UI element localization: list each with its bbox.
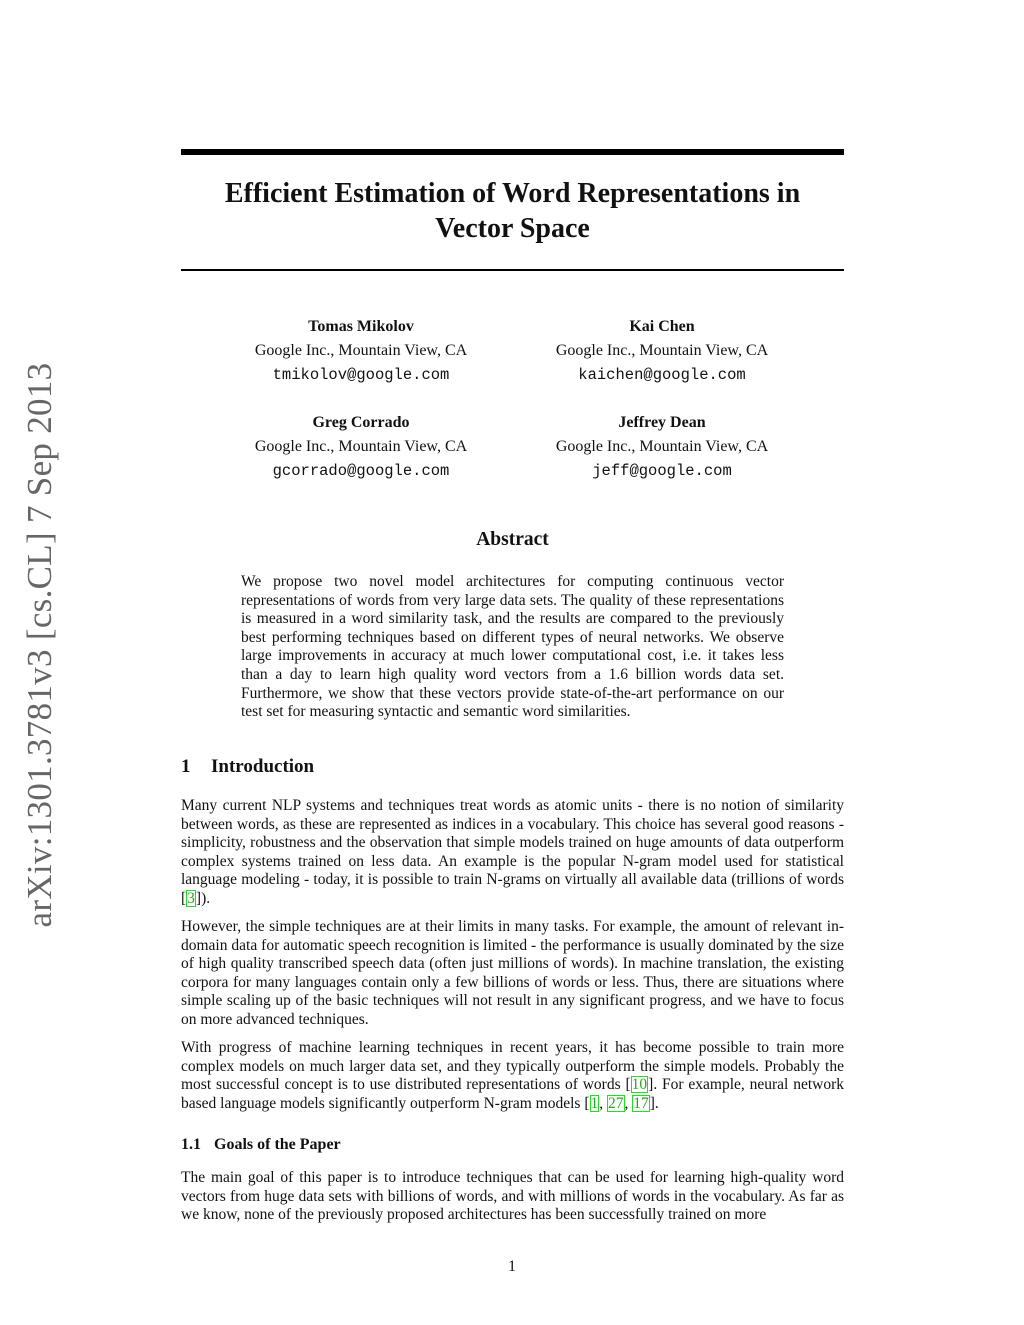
author-email: tmikolov@google.com [272,366,450,384]
citation-link[interactable]: 3 [187,889,195,907]
section-heading-introduction [181,756,314,778]
author-email: kaichen@google.com [578,366,746,384]
subsection-title: Goals of the Paper [214,1136,341,1153]
paragraph-text: . [654,1094,659,1112]
author-affiliation: Google Inc., Mountain View, CA [254,438,468,455]
author-email: jeff@google.com [592,462,732,480]
author-name: Kai Chen [629,318,695,335]
citation-link[interactable]: 17 [633,1094,649,1112]
title-line-2: Vector Space [435,213,590,244]
intro-paragraph-2: However, the simple techniques are at their limits in many tasks. For example, the amount of relevant in-domain data for automatic speech recognition is limited - the performance is usually dominated by the size of high quality transcribed speech data (often just millions of words). In machine translation, the existing corpora for many languages contain only a few billions of words or less. Thus, there are situations where simple scaling up of the basic techniques will not result in any significant progress, and we have to focus on more advanced techniques. [181,918,844,1028]
title-top-rule [181,149,844,155]
intro-paragraph-1: Many current NLP systems and techniques treat words as atomic units - there is no notion of similarity between words, as these are represented as indices in a vocabulary. This choice has several good reasons - simplicity, robustness and the observation that simple models trained on huge amounts of data outperform complex systems trained on less data. An example is the popular N-gram model used for statistical language modeling - today, it is possible to train N-grams on virtually all available data (trillions of words [3]). [181,797,844,907]
subsection-heading-goals [181,1136,341,1154]
section-title: Introduction [211,756,315,777]
subsection-number: 1.1 [181,1136,201,1153]
abstract-text: We propose two novel model architectures for computing continuous vector representations of words from very large data sets. The quality of these representations is measured in a word similarity task, and the results are compared to the previously best performing techniques based on different types of neural networks. We observe large improvements in accuracy at much lower computational cost, i.e. it takes less than a day to learn high quality word vectors from a 1.6 billion words data set. Furthermore, we show that these vectors provide state-of-the-art performance on our test set for measuring syntactic and semantic word similarities. [241,573,784,721]
goals-paragraph: The main goal of this paper is to introduce techniques that can be used for learning high-quality word vectors from huge data sets with billions of words, and with millions of words in the vocabulary. As far as we know, none of the previously proposed architectures has been successfully trained on more [181,1169,844,1224]
arxiv-identifier-stamp: arXiv:1301.3781v3 [cs.CL] 7 Sep 2013 [20,362,59,928]
author-affiliation: Google Inc., Mountain View, CA [254,342,468,359]
title-line-1: Efficient Estimation of Word Representations in [224,178,801,209]
author-affiliation: Google Inc., Mountain View, CA [555,438,769,455]
paragraph-text: . For example, neural network based language models significantly outperform N-gram models [181,1076,844,1112]
citation-link[interactable]: 10 [631,1076,648,1094]
author-block [502,411,822,483]
paragraph-text: ). [201,889,211,907]
citation-link[interactable]: 1 [590,1094,599,1112]
page-number: 1 [508,1258,516,1275]
title-bottom-rule [181,269,844,271]
author-name: Tomas Mikolov [308,318,414,335]
author-block [201,315,521,387]
intro-paragraph-3: With progress of machine learning techniques in recent years, it has become possible to train more complex models on much larger data set, and they typically outperform the simple models. Probably the most successful concept is to use distributed representations of words [10]. For example, neural network based language models significantly outperform N-gram models [1, 27, 17]. [181,1039,844,1112]
author-name: Greg Corrado [312,414,410,431]
section-number: 1 [181,756,191,777]
abstract-heading: Abstract [476,529,549,550]
author-block [201,411,521,483]
paragraph-text: With progress of machine learning techniques in recent years, it has become possible to train more complex models on much larger data set, and they typically outperform the simple models. Probably the most successful concept is to use distributed representations of words [181,1039,844,1094]
author-block [502,315,822,387]
paper-title [181,176,844,246]
paragraph-text: Many current NLP systems and techniques treat words as atomic units - there is no notion of similarity between words, as these are represented as indices in a vocabulary. This choice has several good reasons - simplicity, robustness and the observation that simple models trained on huge amounts of data outperform complex systems trained on less data. An example is the popular N-gram model used for statistical language modeling - today, it is possible to train N-grams on virtually all available data (trillions of words [181,797,844,889]
author-email: gcorrado@google.com [272,462,450,480]
author-name: Jeffrey Dean [618,414,706,431]
author-affiliation: Google Inc., Mountain View, CA [555,342,769,359]
citation-link[interactable]: 27 [608,1094,624,1112]
